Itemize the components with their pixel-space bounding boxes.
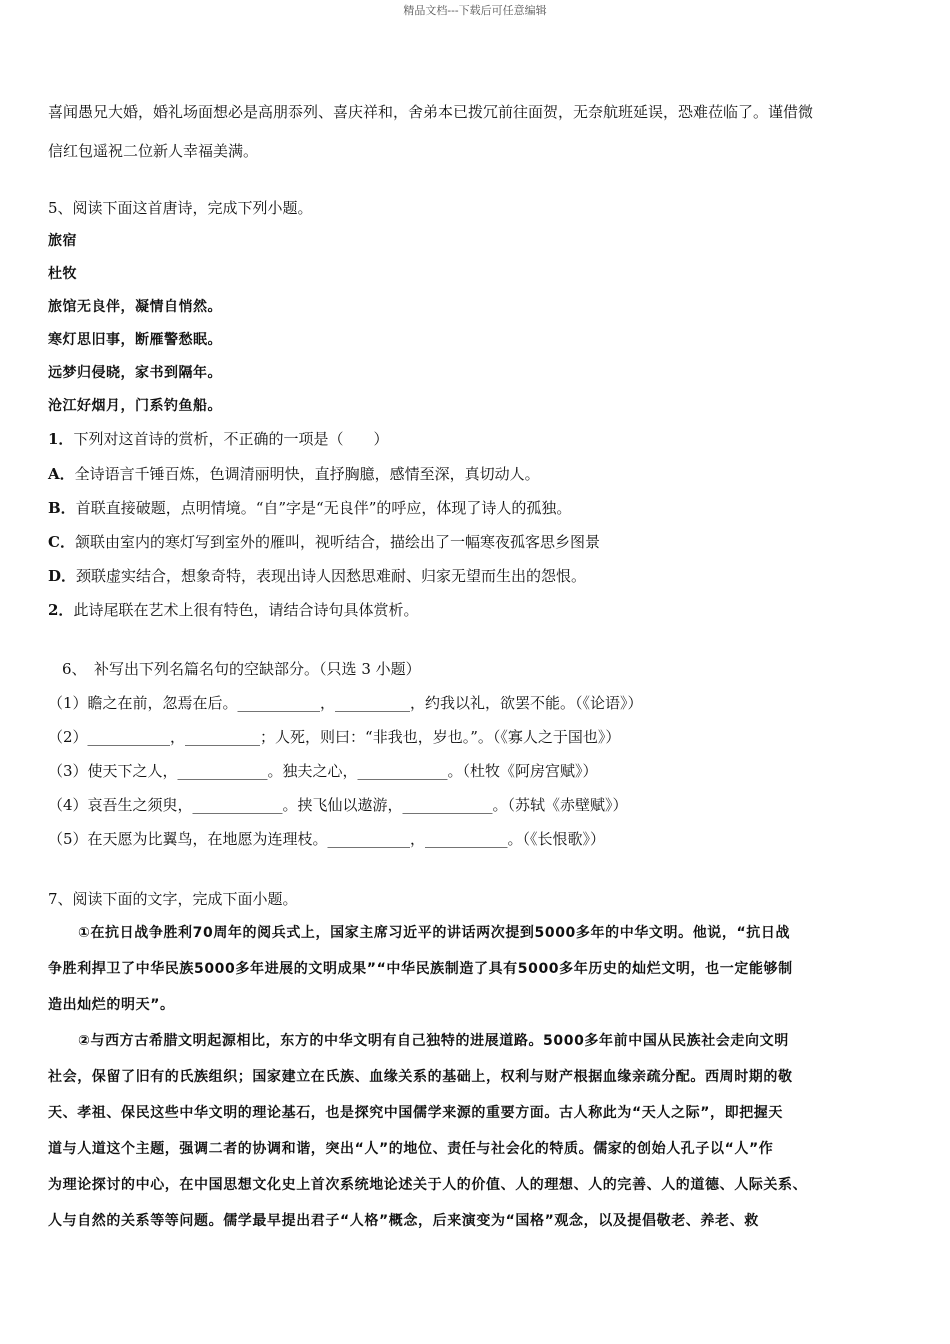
option-label: B． (48, 499, 76, 517)
poem-author: 杜牧 (48, 266, 77, 282)
option-label: A． (48, 465, 75, 483)
q5-heading: 5、阅读下面这首唐诗，完成下列小题。 (48, 199, 313, 217)
q7-heading: 7、阅读下面的文字，完成下面小题。 (48, 890, 298, 908)
passage-line: 社会，保留了旧有的氏族组织；国家建立在氏族、血缘关系的基础上，权利与财产根据血缘亲疏分配。西周时期的敬 (48, 1069, 793, 1085)
fill-blank-item: （4）哀吾生之须臾，____________。挟飞仙以遨游，____________。（苏轼《赤壁赋》） (48, 796, 628, 814)
passage-line: 天、孝祖、保民这些中华文明的理论基石，也是探究中国儒学来源的重要方面。古人称此为“天人之际”，即把握天 (48, 1105, 783, 1121)
passage-line: ②与西方古希腊文明起源相比，东方的中华文明有自己独特的进展道路。5000多年前中国从民族社会走向文明 (78, 1033, 789, 1049)
passage-line: 为理论探讨的中心，在中国思想文化史上首次系统地论述关于人的价值、人的理想、人的完善、人的道德、人际关系、 (48, 1177, 808, 1193)
fill-blank-item: （1）瞻之在前，忽焉在后。___________，__________，约我以礼，欲罢不能。（《论语》） (48, 694, 643, 712)
poem-title: 旅宿 (48, 233, 77, 249)
poem-line: 旅馆无良伴，凝情自悄然。 (48, 299, 222, 315)
option-text: 首联直接破题，点明情境。“自”字是“无良伴”的呼应，体现了诗人的孤独。 (75, 499, 572, 517)
intro-line-2: 信红包遥祝二位新人幸福美满。 (48, 142, 259, 160)
passage-line: ①在抗日战争胜利70周年的阅兵式上，国家主席习近平的讲话两次提到5000多年的中华文明。他说，“抗日战 (78, 925, 791, 941)
option-label: D． (48, 567, 77, 585)
passage-line: 道与人道这个主题，强调二者的协调和谐，突出“人”的地位、责任与社会化的特质。儒家的创始人孔子以“人”作 (48, 1141, 774, 1157)
poem-line: 沧江好烟月，门系钓鱼船。 (48, 398, 222, 414)
option-text: 颈联虚实结合，想象奇特，表现出诗人因愁思难耐、归家无望而生出的怨恨。 (76, 567, 587, 585)
poem-line: 寒灯思旧事，断雁警愁眠。 (48, 332, 222, 348)
q5-sub1 (48, 429, 388, 449)
option-d (48, 566, 586, 586)
option-b (48, 498, 571, 518)
q5-sub2-number: 2． (48, 601, 74, 619)
q6-heading: 6、 补写出下列名篇名句的空缺部分。（只选 3 小题） (62, 660, 421, 678)
page-header: 精品文档---下载后可任意编辑 (403, 4, 547, 17)
fill-blank-item: （5）在天愿为比翼鸟，在地愿为连理枝。___________，___________。（《长恨歌》） (48, 830, 606, 848)
option-a (48, 464, 540, 484)
fill-blank-item: （2）___________，__________；人死，则曰：“非我也，岁也。”。（《寡人之于国也》） (48, 728, 621, 746)
passage-line: 争胜利捍卫了中华民族5000多年进展的文明成果”“中华民族制造了具有5000多年历史的灿烂文明，也一定能够制 (48, 961, 793, 977)
option-text: 全诗语言千锤百炼，色调清丽明快，直抒胸臆，感情至深，真切动人。 (74, 465, 540, 483)
q5-sub2 (48, 600, 418, 620)
option-label: C． (48, 533, 75, 551)
passage-line: 人与自然的关系等等问题。儒学最早提出君子“人格”概念，后来演变为“国格”观念，以及提倡敬老、养老、救 (48, 1213, 759, 1229)
q5-sub1-number: 1． (48, 430, 74, 448)
passage-line: 造出灿烂的明天”。 (48, 997, 175, 1013)
q5-sub1-text: 下列对这首诗的赏析，不正确的一项是（ ） (73, 430, 389, 448)
option-text: 颔联由室内的寒灯写到室外的雁叫，视听结合，描绘出了一幅寒夜孤客思乡图景 (74, 533, 600, 551)
q5-sub2-text: 此诗尾联在艺术上很有特色，请结合诗句具体赏析。 (73, 601, 419, 619)
intro-line-1: 喜闻愚兄大婚，婚礼场面想必是高朋忝列、喜庆祥和，舍弟本已拨冗前往面贺，无奈航班延误，恐难莅临了。谨借微 (48, 103, 814, 121)
poem-line: 远梦归侵晓，家书到隔年。 (48, 365, 222, 381)
option-c (48, 532, 600, 552)
fill-blank-item: （3）使天下之人，____________。独夫之心，____________。（杜牧《阿房宫赋》） (48, 762, 598, 780)
